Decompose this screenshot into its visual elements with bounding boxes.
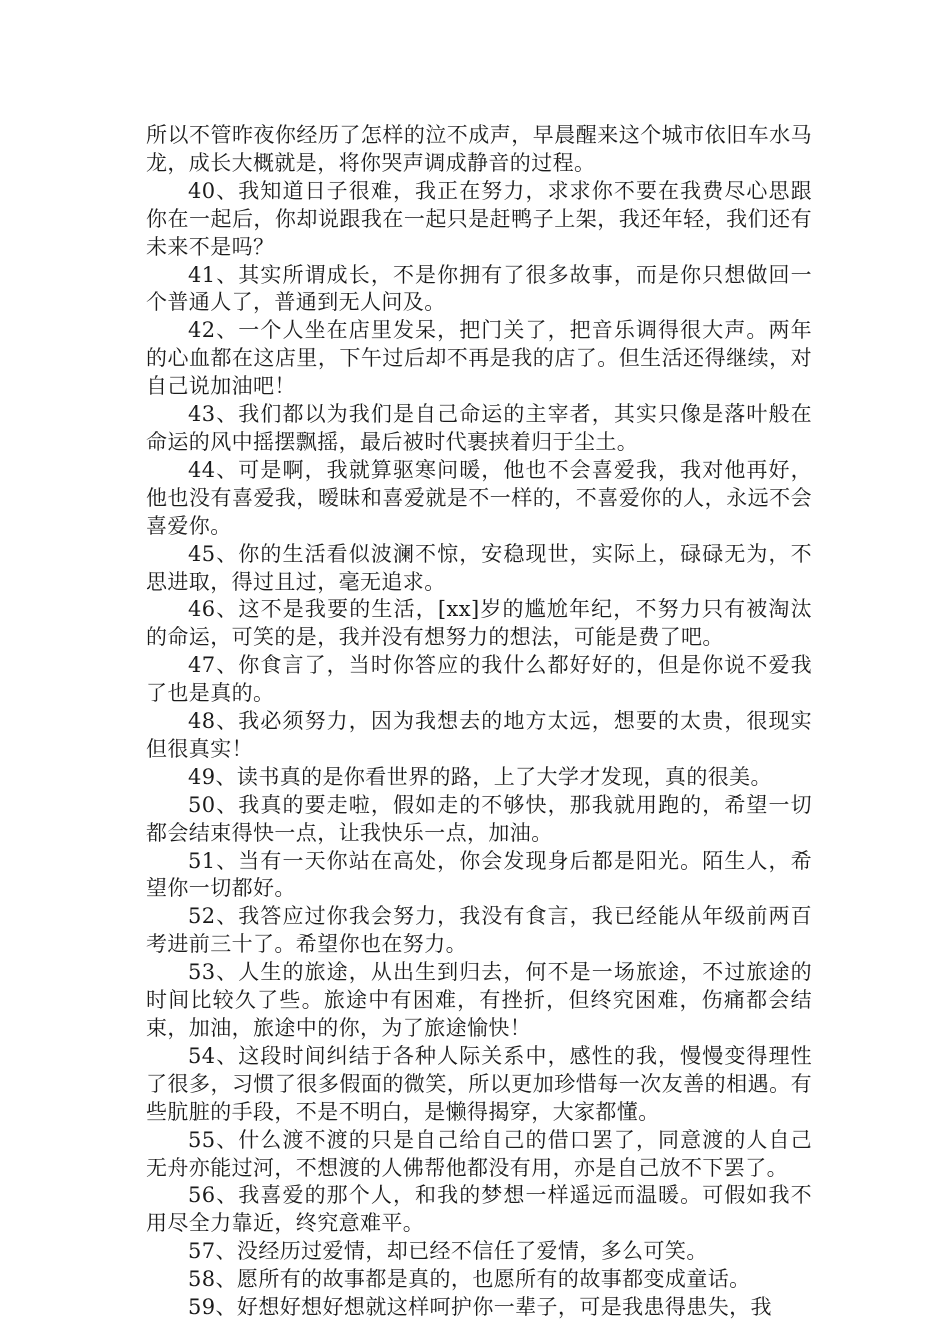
paragraph-56: 56、我喜爱的那个人，和我的梦想一样遥远而温暖。可假如我不用尽全力靠近，终究意难平。 [146,1183,812,1236]
document-page [146,122,812,1322]
paragraph-continuation: 所以不管昨夜你经历了怎样的泣不成声，早晨醒来这个城市依旧车水马龙，成长大概就是，将你哭声调成静音的过程。 [146,123,812,175]
paragraph-58: 58、愿所有的故事都是真的，也愿所有的故事都变成童话。 [188,1267,751,1292]
paragraph-55: 55、什么渡不渡的只是自己给自己的借口罢了，同意渡的人自己无舟亦能过河，不想渡的人佛帮他都没有用，亦是自己放不下罢了。 [146,1127,812,1180]
paragraph-43: 43、我们都以为我们是自己命运的主宰者，其实只像是落叶般在命运的风中摇摆飘摇，最后被时代裹挟着归于尘土。 [146,402,812,454]
paragraph-47: 47、你食言了，当时你答应的我什么都好好的，但是你说不爱我了也是真的。 [146,653,812,706]
paragraph-45: 45、你的生活看似波澜不惊，安稳现世，实际上，碌碌无为，不思进取，得过且过，毫无追求。 [146,541,812,594]
paragraph-40: 40、我知道日子很难，我正在努力，求求你不要在我费尽心思跟你在一起后，你却说跟我在一起只是赶鸭子上架，我还年轻，我们还有未来不是吗？ [146,178,812,259]
paragraph-51: 51、当有一天你站在高处，你会发现身后都是阳光。陌生人，希望你一切都好。 [146,848,812,901]
paragraph-42: 42、一个人坐在店里发呆，把门关了，把音乐调得很大声。两年的心血都在这店里，下午过后却不再是我的店了。但生活还得继续，对自己说加油吧！ [146,318,812,399]
paragraph-57: 57、没经历过爱情，却已经不信任了爱情，多么可笑。 [188,1239,708,1264]
paragraph-59: 59、好想好想好想就这样呵护你一辈子，可是我患得患失，我 [188,1295,772,1320]
paragraph-49: 49、读书真的是你看世界的路，上了大学才发现，真的很美。 [188,764,772,789]
paragraph-50: 50、我真的要走啦，假如走的不够快，那我就用跑的，希望一切都会结束得快一点，让我快乐一点，加油。 [146,792,812,845]
paragraph-46: 46、这不是我要的生活，[xx]岁的尴尬年纪，不努力只有被淘汰的命运，可笑的是，我并没有想努力的想法，可能是费了吧。 [146,597,812,650]
paragraph-52: 52、我答应过你我会努力，我没有食言，我已经能从年级前两百考进前三十了。希望你也在努力。 [146,904,812,957]
paragraph-48: 48、我必须努力，因为我想去的地方太远，想要的太贵，很现实但很真实！ [146,709,812,761]
paragraph-44: 44、可是啊，我就算驱寒问暖，他也不会喜爱我，我对他再好，他也没有喜爱我，暧昧和喜爱就是不一样的，不喜爱你的人，永远不会喜爱你。 [146,457,812,538]
paragraph-54: 54、这段时间纠结于各种人际关系中，感性的我，慢慢变得理性了很多，习惯了很多假面的微笑，所以更加珍惜每一次友善的相遇。有些肮脏的手段，不是不明白，是懒得揭穿，大家都懂。 [146,1043,812,1124]
paragraph-53: 53、人生的旅途，从出生到归去，何不是一场旅途，不过旅途的时间比较久了些。旅途中有困难，有挫折，但终究困难，伤痛都会结束，加油，旅途中的你，为了旅途愉快！ [146,960,812,1040]
paragraph-41: 41、其实所谓成长，不是你拥有了很多故事，而是你只想做回一个普通人了，普通到无人问及。 [146,262,812,315]
